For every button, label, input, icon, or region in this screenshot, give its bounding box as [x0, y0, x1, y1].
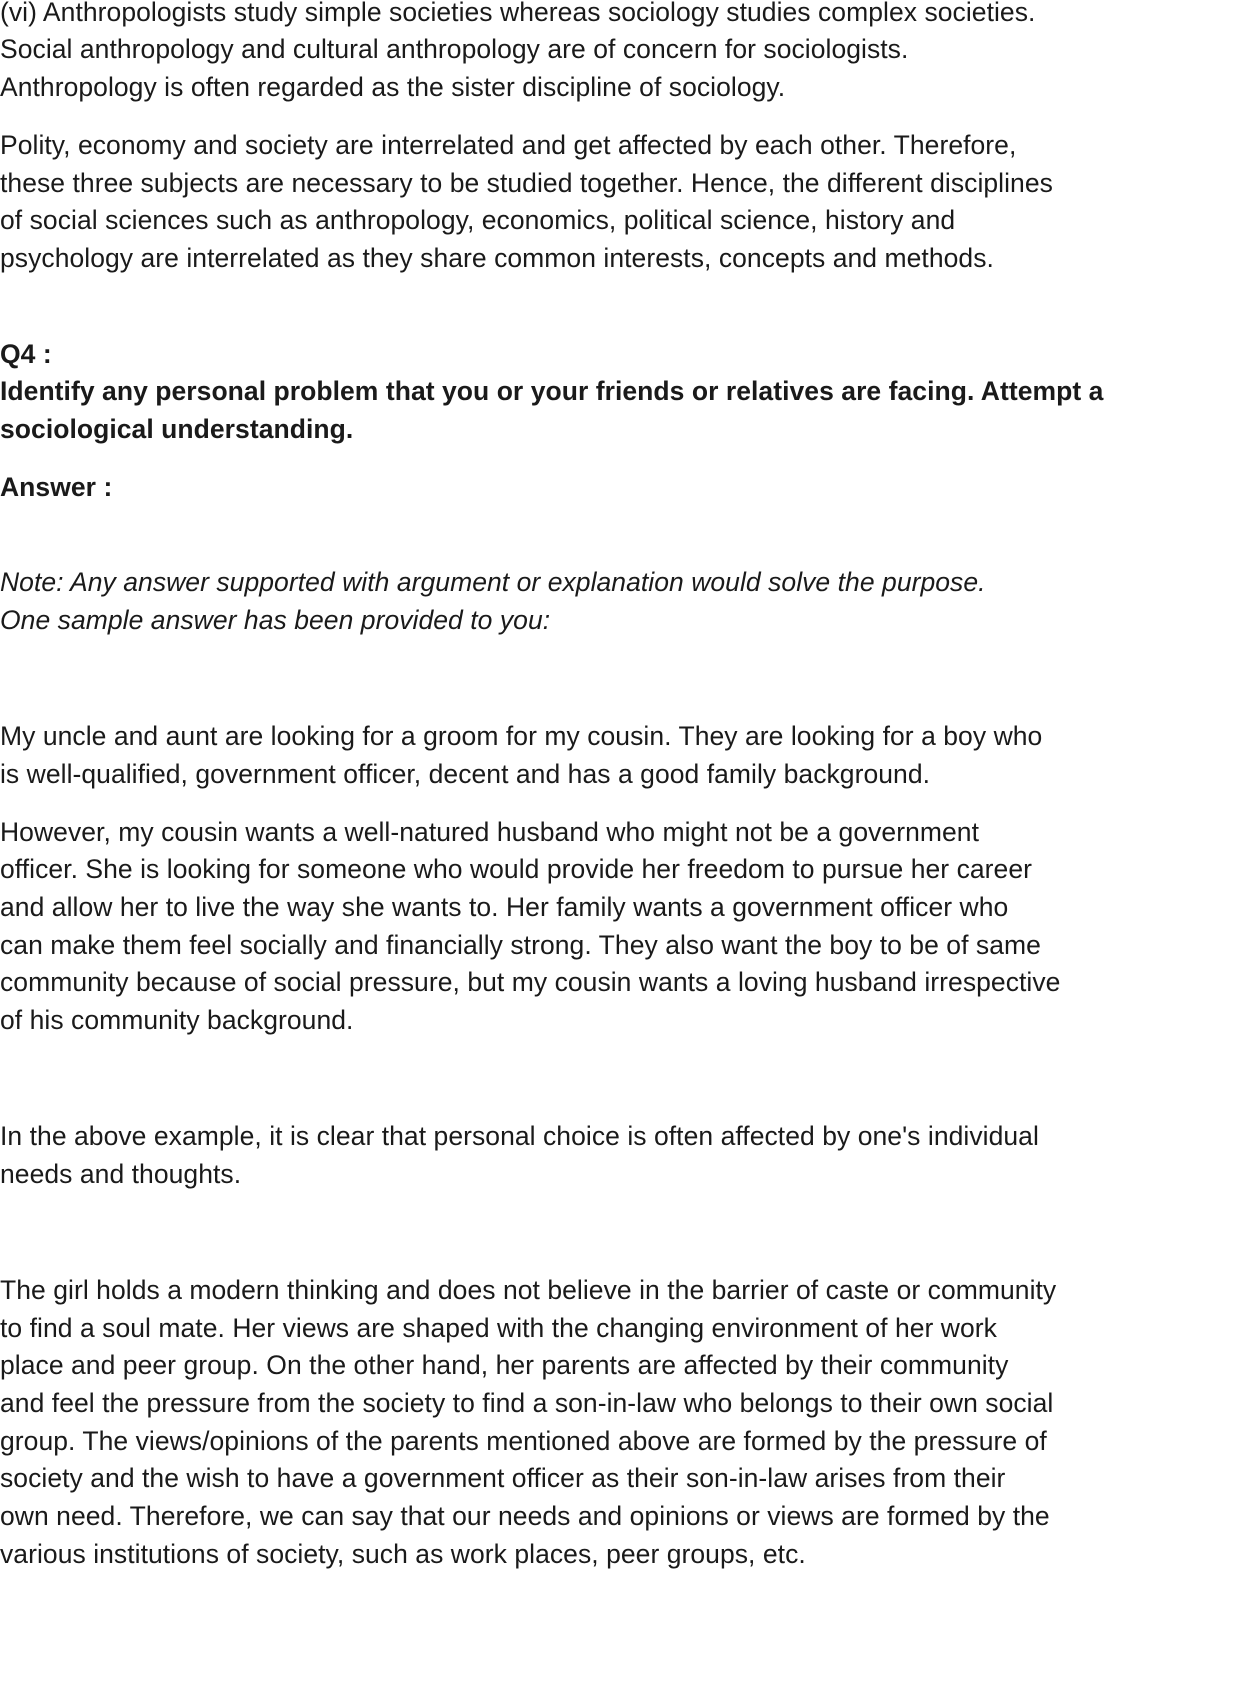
girl-line: and feel the pressure from the society to find a son-in-law who belongs to their own social	[0, 1388, 1054, 1418]
note-line: One sample answer has been provided to you:	[0, 605, 551, 635]
however-line: and allow her to live the way she wants to. Her family wants a government officer who	[0, 892, 1009, 922]
question-text-line: Identify any personal problem that you or your friends or relatives are facing. Attempt a	[0, 376, 1104, 406]
question-label: Q4 :	[0, 339, 52, 369]
girl-line: various institutions of society, such as work places, peer groups, etc.	[0, 1539, 806, 1569]
uncle-line: is well-qualified, government officer, decent and has a good family background.	[0, 759, 931, 789]
polity-line: these three subjects are necessary to be studied together. Hence, the different disciplines	[0, 168, 1053, 198]
polity-line: of social sciences such as anthropology, economics, political science, history and	[0, 205, 956, 235]
however-line: officer. She is looking for someone who would provide her freedom to pursue her career	[0, 854, 1032, 884]
answer-label: Answer :	[0, 472, 113, 502]
question-text-line: sociological understanding.	[0, 414, 354, 444]
note-line: Note: Any answer supported with argument or explanation would solve the purpose.	[0, 567, 986, 597]
girl-line: own need. Therefore, we can say that our needs and opinions or views are formed by the	[0, 1501, 1050, 1531]
polity-line: Polity, economy and society are interrelated and get affected by each other. Therefore,	[0, 130, 1017, 160]
intro-line: Social anthropology and cultural anthropology are of concern for sociologists.	[0, 34, 909, 64]
however-line: community because of social pressure, but my cousin wants a loving husband irrespective	[0, 967, 1061, 997]
intro-line: Anthropology is often regarded as the sister discipline of sociology.	[0, 72, 786, 102]
girl-line: society and the wish to have a government officer as their son-in-law arises from their	[0, 1463, 1006, 1493]
however-line: of his community background.	[0, 1005, 354, 1035]
girl-line: group. The views/opinions of the parents mentioned above are formed by the pressure of	[0, 1426, 1047, 1456]
polity-line: psychology are interrelated as they share common interests, concepts and methods.	[0, 243, 994, 273]
example-line: In the above example, it is clear that personal choice is often affected by one's individual	[0, 1121, 1039, 1151]
however-line: However, my cousin wants a well-natured husband who might not be a government	[0, 817, 979, 847]
girl-line: place and peer group. On the other hand, her parents are affected by their community	[0, 1350, 1009, 1380]
example-line: needs and thoughts.	[0, 1159, 242, 1189]
girl-line: to find a soul mate. Her views are shaped with the changing environment of her work	[0, 1313, 997, 1343]
intro-line: (vi) Anthropologists study simple societies whereas sociology studies complex societies.	[0, 0, 1036, 27]
uncle-line: My uncle and aunt are looking for a groom for my cousin. They are looking for a boy who	[0, 721, 1043, 751]
girl-line: The girl holds a modern thinking and does not believe in the barrier of caste or community	[0, 1275, 1057, 1305]
however-line: can make them feel socially and financially strong. They also want the boy to be of same	[0, 930, 1041, 960]
